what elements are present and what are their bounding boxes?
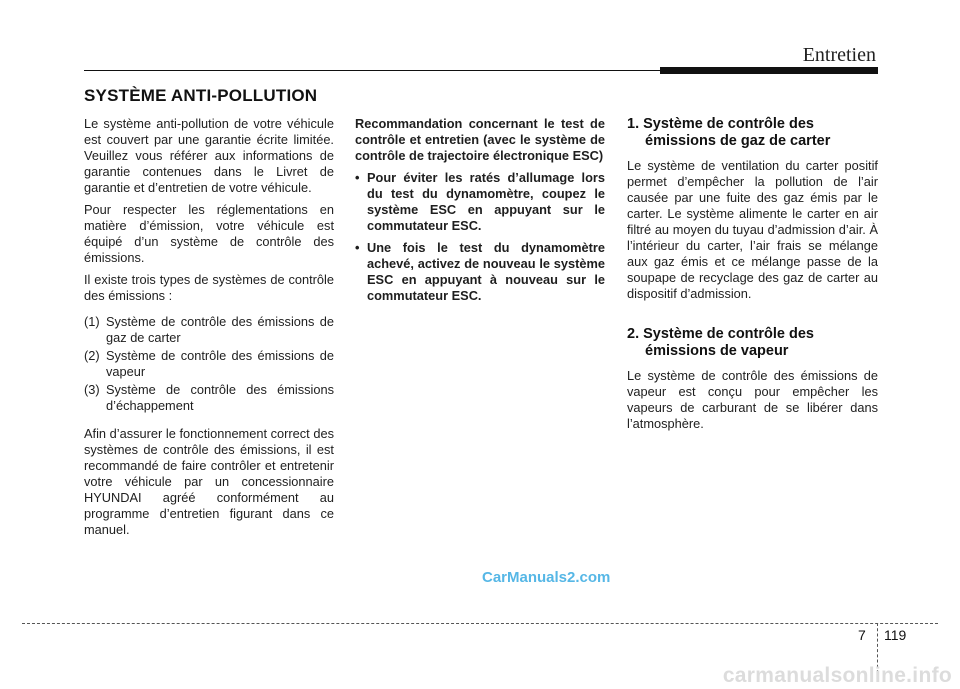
section-title: SYSTÈME ANTI-POLLUTION	[84, 86, 318, 105]
list-number: (3)	[84, 382, 100, 397]
header-rule-accent	[660, 67, 878, 74]
site-watermark[interactable]: CarManuals2.com	[482, 569, 611, 586]
subsection-heading	[627, 326, 878, 360]
paragraph: Le système de ventilation du carter positif permet d’empêcher la pollution de l’air causée par une fuite des gaz émis par le carter. Le système alimente le carter en air filtré au moyen du tuyau d’admission d’air. À l’intérieur du carter, l’air frais se mélange aux gaz émis et ce mélange passe de la soupape de recyclage des gaz de carter au dispositif d’admission.	[627, 158, 878, 301]
bullet-text: Une fois le test du dynamomètre achevé, activez de nouveau le système ESC en appuyant à nouveau sur le commutateur ESC.	[367, 240, 605, 303]
recommendation-bullets	[355, 170, 605, 304]
subsection-heading-line: émissions de gaz de carter	[645, 133, 831, 149]
list-number: (2)	[84, 348, 100, 363]
bullet-icon: •	[355, 240, 360, 255]
subsection-heading-line: 2. Système de contrôle des	[627, 326, 814, 342]
paragraph: Pour respecter les réglementations en matière d’émission, votre véhicule est équipé d’un système de contrôle des émissions.	[84, 202, 334, 265]
column-middle	[355, 116, 605, 310]
list-text: Système de contrôle des émissions de vapeur	[106, 348, 334, 379]
bullet-item	[355, 170, 605, 234]
subsection-heading-line: 1. Système de contrôle des	[627, 116, 814, 132]
list-text: Système de contrôle des émissions d’échappement	[106, 382, 334, 413]
footer-watermark[interactable]: carmanualsonline.info	[722, 664, 952, 687]
list-text: Système de contrôle des émissions de gaz de carter	[106, 314, 334, 345]
column-right	[627, 116, 878, 438]
chapter-number: 7	[858, 627, 866, 643]
paragraph: Le système anti-pollution de votre véhicule est couvert par une garantie écrite limitée. Veuillez vous référer aux informations de garantie contenues dans le Livret de garantie et d’entretien de votre véhicule.	[84, 116, 334, 195]
bullet-item	[355, 240, 605, 304]
subsection-heading-line: émissions de vapeur	[645, 343, 789, 359]
bullet-text: Pour éviter les ratés d’allumage lors du test du dynamomètre, coupez le système ESC en appuyant sur le commutateur ESC.	[367, 170, 605, 233]
list-item	[84, 382, 334, 414]
bullet-icon: •	[355, 170, 360, 185]
page-number: 119	[884, 627, 907, 643]
list-item	[84, 348, 334, 380]
footer-divider	[22, 623, 938, 624]
subsection-heading	[627, 116, 878, 150]
column-left	[84, 116, 334, 544]
list-item	[84, 314, 334, 346]
paragraph: Il existe trois types de systèmes de contrôle des émissions :	[84, 272, 334, 303]
chapter-title: Entretien	[802, 44, 876, 66]
emission-systems-list	[84, 314, 334, 414]
list-number: (1)	[84, 314, 100, 329]
paragraph: Le système de contrôle des émissions de vapeur est conçu pour empêcher les vapeurs de carburant de se libérer dans l’atmosphère.	[627, 368, 878, 431]
recommendation-heading: Recommandation concernant le test de contrôle et entretien (avec le système de contrôle de trajectoire électronique ESC)	[355, 116, 605, 163]
header-rule	[84, 70, 662, 71]
paragraph: Afin d’assurer le fonctionnement correct des systèmes de contrôle des émissions, il est recommandé de faire contrôler et entretenir votre véhicule par un concessionnaire HYUNDAI agréé conformément au programme d’entretien figurant dans ce manuel.	[84, 426, 334, 537]
